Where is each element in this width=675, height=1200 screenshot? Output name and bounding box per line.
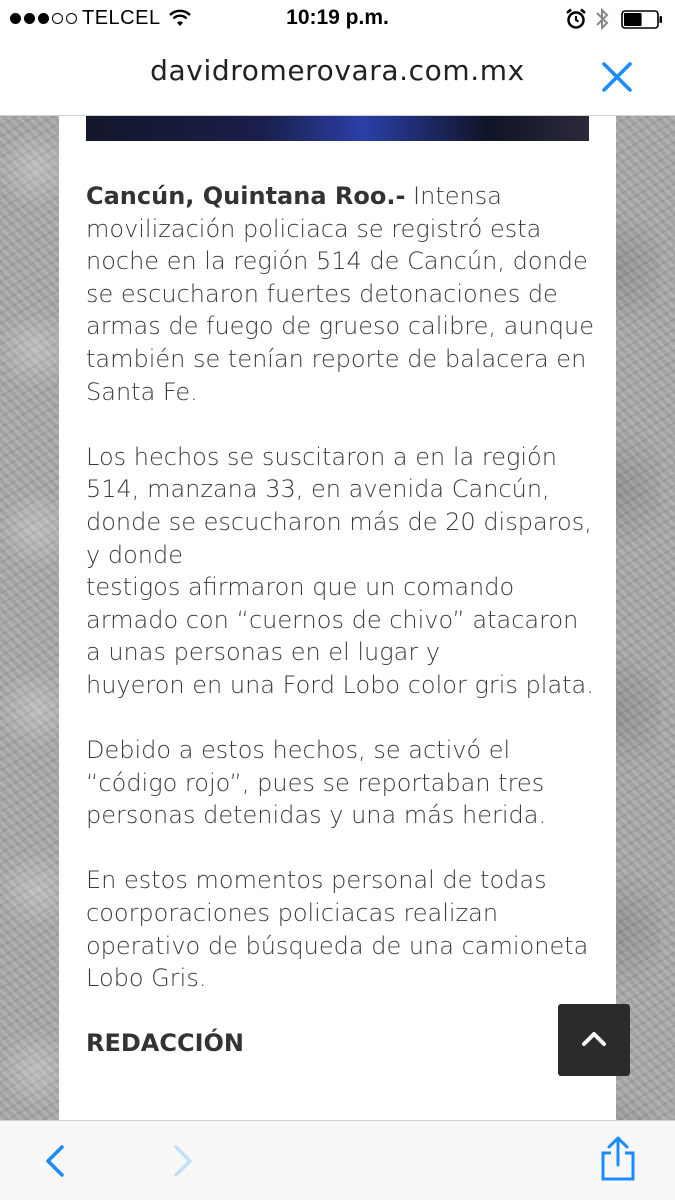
browser-toolbar bbox=[0, 1120, 675, 1200]
chevron-up-icon bbox=[580, 1028, 608, 1050]
chevron-right-icon[interactable] bbox=[162, 1141, 202, 1181]
article-paragraph: En estos momentos personal de todas coorporaciones policiacas realizan operativo de búsqueda de una camioneta Lobo Gris. bbox=[86, 866, 589, 993]
article-dateline: Cancún, Quintana Roo.- bbox=[86, 182, 406, 210]
address-bar bbox=[0, 40, 675, 116]
clock-time: 10:19 p.m. bbox=[286, 6, 389, 29]
alarm-clock-icon bbox=[565, 8, 587, 30]
article-byline: REDACCIÓN bbox=[86, 1029, 245, 1058]
url-label[interactable]: davidromerovara.com.mx bbox=[150, 54, 525, 87]
article-lead-text: Intensa movilización policiaca se registró esta noche en la región 514 de Cancún, donde se escucharon fuertes detonaciones de armas de fuego de grueso calibre, aunque también se tenían reporte de balacera en Santa Fe. bbox=[86, 182, 595, 406]
close-icon[interactable] bbox=[598, 58, 636, 96]
article-text: testigos afirmaron que un comando armado con “cuernos de chivo” atacaron a unas personas en el lugar y bbox=[86, 573, 579, 667]
article-paragraph bbox=[86, 441, 596, 702]
status-bar bbox=[0, 0, 675, 40]
article-paragraph bbox=[86, 180, 596, 408]
article-card bbox=[59, 116, 616, 1120]
battery-icon bbox=[621, 10, 663, 29]
carrier-name: TELCEL bbox=[82, 7, 161, 29]
article-body bbox=[86, 180, 596, 1093]
scroll-to-top-button[interactable] bbox=[558, 1004, 630, 1076]
article-paragraph: Debido a estos hechos, se activó el “código rojo”, pues se reportaban tres personas detenidas y una más herida. bbox=[86, 736, 547, 830]
share-icon[interactable] bbox=[597, 1135, 639, 1183]
chevron-left-icon[interactable] bbox=[36, 1141, 76, 1181]
article-text: Los hechos se suscitaron a en la región 514, manzana 33, en avenida Cancún, donde se escucharon más de 20 disparos, y donde bbox=[86, 442, 592, 569]
bluetooth-icon bbox=[594, 6, 610, 32]
article-text: huyeron en una Ford Lobo color gris plata. bbox=[86, 670, 594, 699]
article-image bbox=[86, 116, 589, 141]
